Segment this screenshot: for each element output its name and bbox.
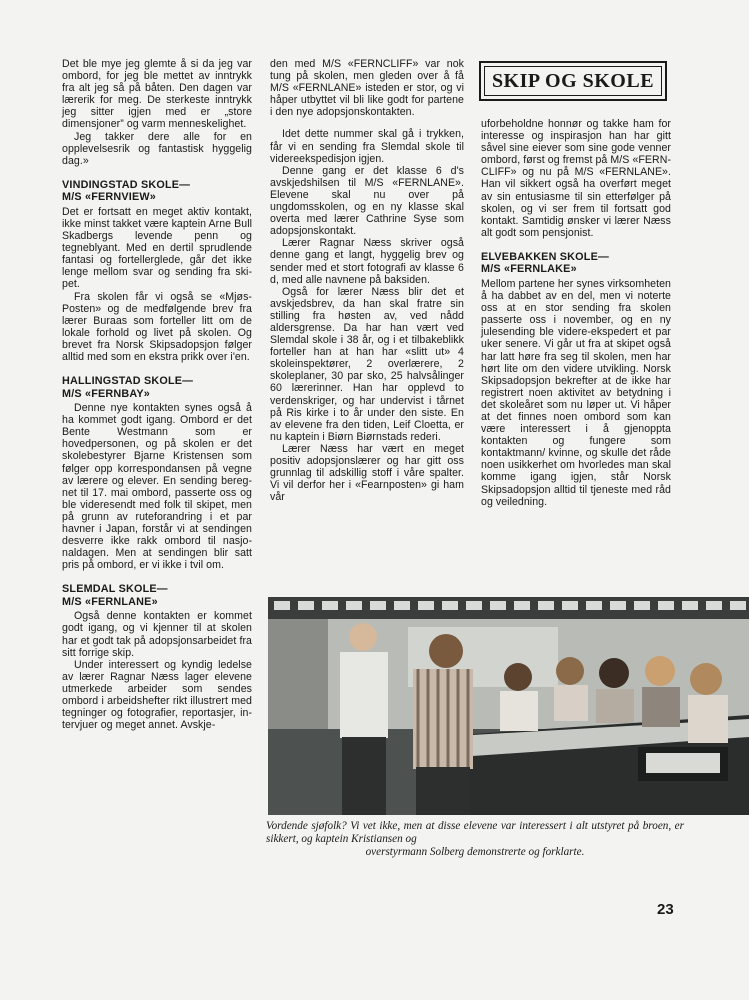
page-number: 23 — [657, 901, 674, 918]
section-heading-vindingstad: VINDINGSTAD SKOLE— M/S «FERNVIEW» — [62, 178, 191, 204]
section-title: SKIP OG SKOLE — [491, 69, 655, 92]
col2-paragraph-6: Lærer Næss har vært en meget positiv adopsjonslærer og har gitt oss grunnlag til adskillig stoff i våre spalter. Vi vil derfor her i «Fearnposten» gi ham vår — [270, 442, 464, 504]
column-1 — [62, 58, 252, 731]
slemdal-paragraph-1: Også denne kontakten er kommet godt igang, og vi kjenner til at skolen har et godt tak på adopsjonsarbeidet fra sitt forrige skip. — [62, 610, 252, 659]
col2-paragraph-5: Også for lærer Næss blir det et avskjedsbrev, da han skal fratre sin stilling fra høsten av, ved nådd aldersgrense. Da har han vært ved Slemdal skole i 38 år, og i et tilbakeblikk forteller han at han har «slitt ut» 4 skoleinspektører, 2 overlærere, 2 skoleplaner, 30 par sko, 25 halvsålinger 60 lærerinner. Han har opplevd to verdenskriger, og har undervist i tårnet på Ris kirke i to år under den siste. En av elevene fra den tiden, Leif Cloetta, er nu kaptein i Biørn Biørnstads rederi. — [270, 285, 464, 443]
column-3 — [481, 118, 671, 508]
elvebakken-paragraph-1: Mellom partene her synes virksomheten å ha dabbet av en del, men vi noterte oss at en stor sending fra skolen passerte oss i november, og en ny julesending ble videre-ekspedert et par uker senere. Vi går ut fra at skipet også har latt høre fra seg til skolen, men har hørt lite om den videre utvikling. Norsk Skipsadopsjon bekrefter at de ikke har registrert noen aktivitet av betydning i det skoleåret som nu løper ut. Vi håper at det finnes noen ombord som kan være interessert i å gjenoppta kontakten og fungere som kontaktmann/ kvinne, og skulle det råde noen usikkerhet om hvorledes man skal komme igang igjen, står Norsk Skipsadopsjon alltid til tjeneste med råd og veiledning. — [481, 277, 671, 508]
col2-paragraph-2: Idet dette nummer skal gå i trykken, får vi en sending fra Slemdal skole til videreekspedisjon igjen. — [270, 128, 464, 165]
vindingstad-paragraph-1: Det er fortsatt en meget aktiv kontakt, ikke minst takket være kaptein Arne Bull Skadbergs levende penn og tegneblyant. Med en dertil sprudlende fantasi og fortellerglede, går det ikke lenge mellom svar og sending fra skipet. — [62, 205, 252, 291]
photo-caption — [266, 820, 684, 859]
section-heading-elvebakken: ELVEBAKKEN SKOLE— M/S «FERNLAKE» — [481, 250, 609, 276]
column-2 — [270, 58, 464, 503]
section-heading-hallingstad: HALLINGSTAD SKOLE— M/S «FERNBAY» — [62, 375, 194, 400]
section-heading-slemdal: SLEMDAL SKOLE— M/S «FERNLANE» — [62, 583, 168, 608]
col2-paragraph-1: den med M/S «FERNCLIFF» var nok tung på skolen, men gleden over å få M/S «FERNLANE» isteden er stor, og vi håper utbyttet vil bli like godt for partene i den nye adopsjonskontakten. — [270, 58, 464, 119]
bridge-photo — [268, 597, 749, 815]
hallingstad-paragraph-1: Denne nye kontakten synes også å ha kommet godt igang. Ombord er det Bente Westmann som er hovedpersonen, og på skolen er det skolebestyrer Bjarne Kristensen som følger opp korrespondansen på vegne av lærere og elever. En sending beregnet til 17. mai ombord, passerte oss og ble videresendt med folk til skipet, men på grunn av ruteforandring i et par havner i Japan, forstår vi at sendingen desverre ikke rakk ombord til nasjonaldagen. Men at sendingen blir satt pris på ombord, er vi ikke i tvil om. — [62, 402, 252, 572]
col2-paragraph-4: Lærer Ragnar Næss skriver også denne gang et langt, hyggelig brev og sender med et stort fotografi av klasse 6 d, med alle navnene på baksiden. — [270, 237, 464, 286]
col3-paragraph-1: uforbeholdne honnør og takke ham for interesse og inspirasjon han har gitt såvel sine eiever som sine gode venner ombord, først og fremst på M/S «FERNCLIFF» og nu på M/S «FERNLANE». Han vil sikkert også ha overført meget av sin entusiasme til sin etterfølger på skolen, og vi ser frem til fortsatt god kontakt. Samtidig ønsker vi lærer Næss alt godt som pensjonist. — [481, 118, 671, 239]
intro-closing: Jeg takker dere alle for en opplevelsesrik og fantastisk hyggelig dag.» — [62, 130, 252, 167]
section-title-box — [479, 61, 667, 101]
intro-paragraph: Det ble mye jeg glemte å si da jeg var ombord, for jeg ble mettet av inntrykk fra alt jeg så på båten. Den dagen var lærerik for meg. De sterkeste inntrykk jeg sitter igjen med er „store dimensjoner” og varm menneskelighet. — [62, 58, 252, 131]
col2-paragraph-3: Denne gang er det klasse 6 d's avskjedshilsen til M/S «FERNLANE». Elevene skal nu over på ungdomsskolen, og en ny klasse skal overta med lærer Cathrine Syse som adopsjonskontakt. — [270, 164, 464, 238]
slemdal-paragraph-2: Under interessert og kyndig ledelse av lærer Ragnar Næss lager elevene utmerkede arbeider som sendes ombord i arbeidshefter rikt illustrert med tegninger og fotografier, reportasjer, intervjuer og meget annet. Avskje- — [62, 658, 252, 732]
vindingstad-paragraph-2: Fra skolen får vi også se «Mjøs-Posten» og de medfølgende brev fra lærer Buraas som forteller litt om de lokale forhold og livet på skolen. Og brevet fra Norsk Skipsadopsjon følger alltid med som en ekstra prikk over i'en. — [62, 290, 252, 363]
caption-line-2: overstyrmann Solberg demonstrerte og forklarte. — [365, 846, 585, 858]
caption-line-1: Vordende sjøfolk? Vi vet ikke, men at disse elevene var interessert i alt utstyret på broen, er sikkert, og kaptein Kristiansen og — [266, 820, 684, 845]
